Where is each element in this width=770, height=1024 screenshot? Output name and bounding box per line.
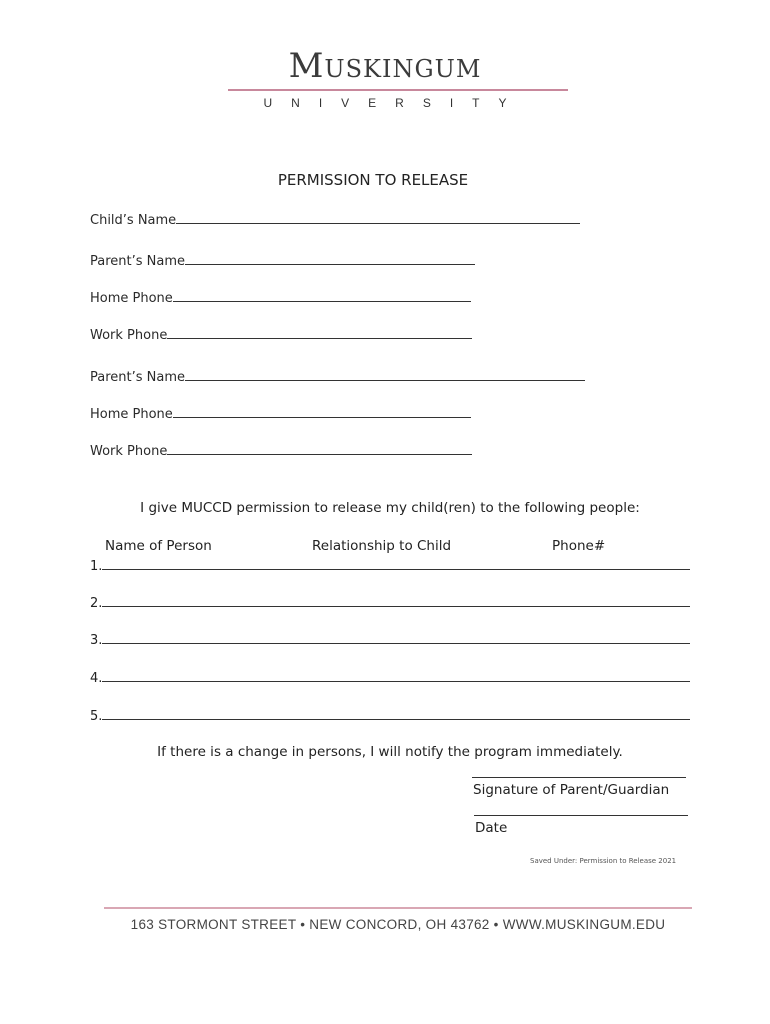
childs-name-field bbox=[90, 211, 580, 228]
signature-input-line[interactable] bbox=[472, 777, 686, 778]
row-number: 4. bbox=[90, 671, 103, 686]
work-phone-field-1 bbox=[90, 326, 472, 343]
childs-name-input-line[interactable] bbox=[176, 211, 580, 224]
person-row-3 bbox=[90, 631, 690, 648]
person-input-line-1[interactable] bbox=[102, 557, 690, 570]
person-input-line-2[interactable] bbox=[102, 594, 690, 607]
row-number: 1. bbox=[90, 559, 103, 574]
university-logo-subtitle: UNIVERSITY bbox=[263, 96, 526, 110]
footer-divider bbox=[104, 907, 692, 909]
signature-label: Signature of Parent/Guardian bbox=[473, 782, 670, 798]
parent-name-input-line-1[interactable] bbox=[185, 252, 475, 265]
home-phone-input-line-2[interactable] bbox=[173, 405, 471, 418]
row-number: 3. bbox=[90, 633, 103, 648]
work-phone-input-line-1[interactable] bbox=[167, 326, 472, 339]
field-label: Work Phone bbox=[90, 328, 168, 343]
permission-statement: I give MUCCD permission to release my child(ren) to the following people: bbox=[140, 500, 640, 516]
column-heading-name: Name of Person bbox=[105, 538, 212, 554]
university-logo-wordmark: Muskingum bbox=[288, 46, 482, 86]
column-heading-phone: Phone# bbox=[552, 538, 606, 554]
footer-address: 163 STORMONT STREET • NEW CONCORD, OH 43762 • WWW.MUSKINGUM.EDU bbox=[130, 917, 666, 932]
work-phone-field-2 bbox=[90, 442, 472, 459]
logo-divider bbox=[228, 89, 568, 91]
saved-under-note: Saved Under: Permission to Release 2021 bbox=[530, 857, 677, 865]
parent-name-input-line-2[interactable] bbox=[185, 368, 585, 381]
field-label: Home Phone bbox=[90, 291, 173, 306]
home-phone-field-2 bbox=[90, 405, 471, 422]
notify-statement: If there is a change in persons, I will notify the program immediately. bbox=[157, 744, 623, 760]
person-row-2 bbox=[90, 594, 690, 611]
date-label: Date bbox=[475, 820, 508, 836]
person-row-4 bbox=[90, 669, 690, 686]
row-number: 5. bbox=[90, 709, 103, 724]
field-label: Work Phone bbox=[90, 444, 168, 459]
person-input-line-4[interactable] bbox=[102, 669, 690, 682]
column-heading-relationship: Relationship to Child bbox=[312, 538, 452, 554]
field-label: Parent’s Name bbox=[90, 254, 186, 269]
person-input-line-5[interactable] bbox=[102, 707, 690, 720]
person-input-line-3[interactable] bbox=[102, 631, 690, 644]
work-phone-input-line-2[interactable] bbox=[167, 442, 472, 455]
parent-name-field-2 bbox=[90, 368, 585, 385]
person-row-1 bbox=[90, 557, 690, 574]
date-input-line[interactable] bbox=[474, 815, 688, 816]
form-title: PERMISSION TO RELEASE bbox=[277, 171, 469, 189]
home-phone-input-line-1[interactable] bbox=[173, 289, 471, 302]
field-label: Home Phone bbox=[90, 407, 173, 422]
parent-name-field-1 bbox=[90, 252, 475, 269]
field-label: Parent’s Name bbox=[90, 370, 186, 385]
home-phone-field-1 bbox=[90, 289, 471, 306]
row-number: 2. bbox=[90, 596, 103, 611]
person-row-5 bbox=[90, 707, 690, 724]
field-label: Child’s Name bbox=[90, 213, 177, 228]
